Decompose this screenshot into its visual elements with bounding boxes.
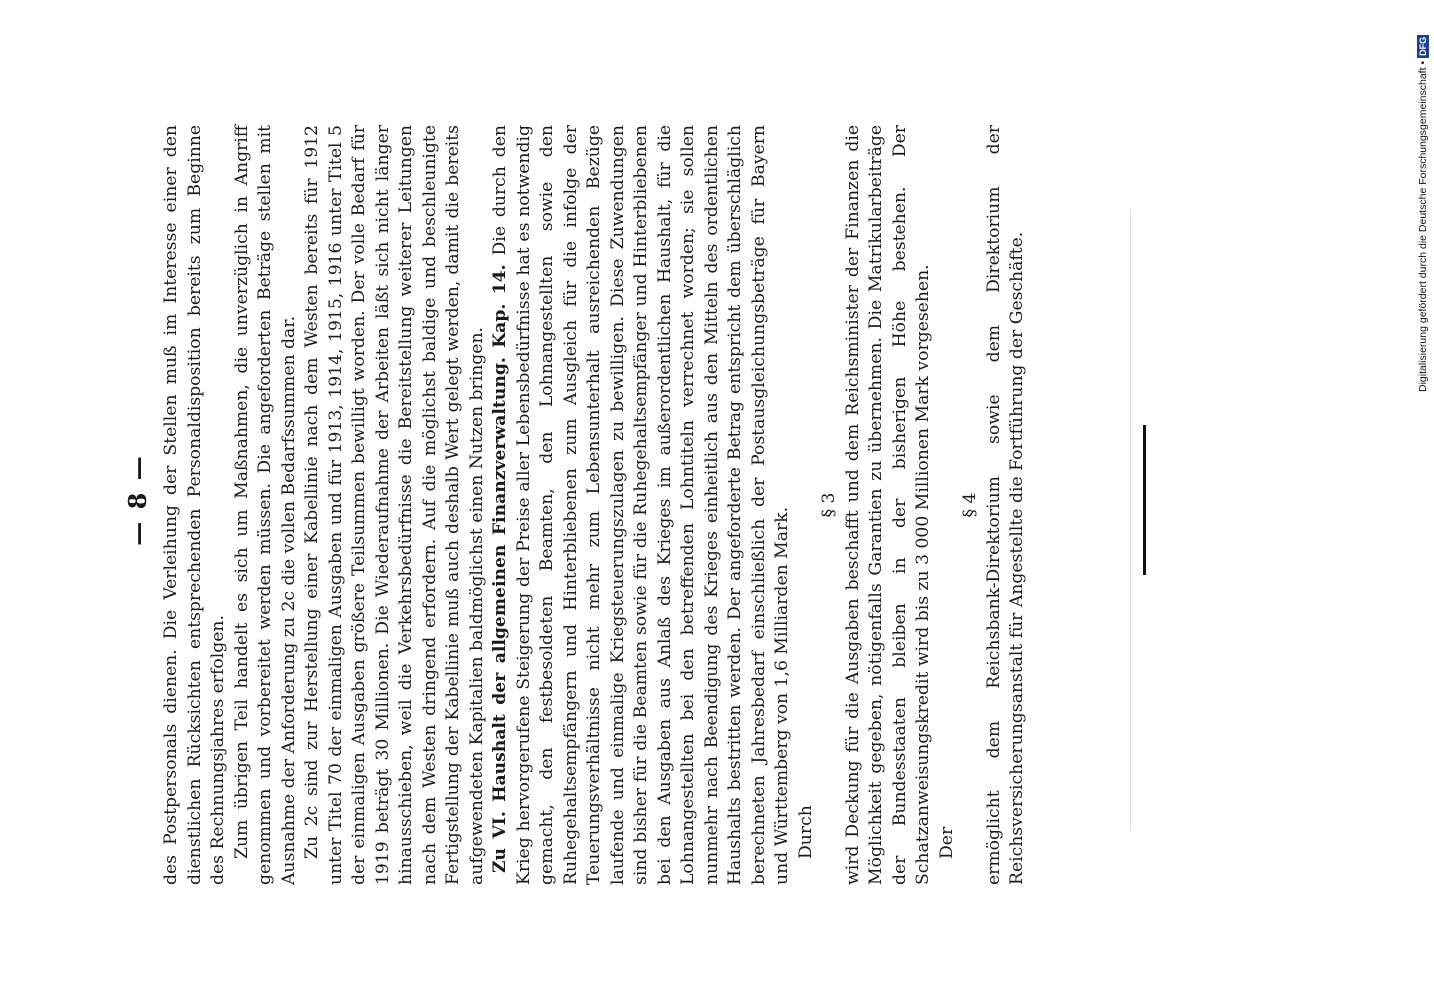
- dfg-logo-badge: DFG: [1418, 36, 1428, 56]
- paragraph-6: ermöglicht dem Reichsbank-Direktorium sowie dem Direktorium der Reichsversicherungsanstalt für Angestellte die Fortführung der Geschäfte.: [983, 125, 1027, 885]
- section-heading-vi: Zu VI. Haushalt der allgemeinen Finanzverwaltung. Kap. 14.: [490, 264, 510, 873]
- der-line: Der: [936, 826, 957, 859]
- section-3-label: § 3: [819, 492, 839, 518]
- durch-line: Durch: [795, 805, 816, 859]
- end-rule-divider: [1143, 425, 1146, 575]
- digitization-credit: [1416, 7, 1430, 392]
- paragraph-2: Zum übrigen Teil handelt es sich um Maßnahmen, die unverzüglich in Angriff genommen und vorbereitet werden müssen. Die angeforderten Beträge stellen mit Ausnahme der Anforderung zu 2c die vollen Bedarfssummen dar.: [231, 125, 299, 885]
- scan-crease-line: [1130, 210, 1131, 830]
- paragraph-4-text: Die durch den Krieg hervorgerufene Steigerung der Preise aller Lebensbedürfnisse hat es notwendig gemacht, den festbesoldeten Beamten, den Lohnangestellten sowie den Ruhegehaltsempfängern und Hinterbliebenen zum Ausgleich für die infolge der Teuerungsverhältnisse nicht mehr zum Lebensunterhalt ausreichenden Bezüge laufende und einmalige Kriegsteuerungszulagen zu bewilligen. Diese Zuwendungen sind bisher für die Beamten sowie für die Ruhegehaltsempfänger und Hinterbliebenen bei den Ausgaben aus Anlaß des Krieges im außerordentlichen Haushalt, für die Lohnangestellten bei den betreffenden Lohntiteln verrechnet worden; sie sollen nunmehr nach Beendigung des Krieges einheitlich aus den Mitteln des ordentlichen Haushalts bestritten werden. Der angeforderte Betrag entspricht dem überschläglich berechneten Jahresbedarf einschließlich der Postausgleichungsbeträge für Bayern und Württemberg von 1,6 Milliarden Mark.: [490, 125, 792, 885]
- digitization-credit-text: Digitalisierung gefördert durch die Deutsche Forschungsgemeinschaft •: [1417, 60, 1429, 392]
- paragraph-5: wird Deckung für die Ausgaben beschafft und dem Reichsminister der Finanzen die Möglichkeit gegeben, nötigenfalls Garantien zu übernehmen. Die Matrikularbeiträge der Bundesstaaten bleiben in der bisherigen Höhe bestehen. Der Schatzanweisungskredit wird bis zu 3 000 Millionen Mark vorgesehen.: [842, 125, 933, 885]
- section-4-label: § 4: [960, 492, 980, 518]
- document-body: [160, 125, 1030, 885]
- paragraph-1: des Postpersonals dienen. Die Verleihung der Stellen muß im Interesse einer den dienstlichen Rücksichten entsprechenden Personaldisposition bereits zum Beginne des Rechnungsjahres erfolgen.: [161, 125, 228, 885]
- page-number-header: — 8 —: [123, 454, 152, 546]
- paragraph-3: Zu 2c sind zur Herstellung einer Kabellinie nach dem Westen bereits für 1912 unter Titel 70 der einmaligen Ausgaben und für 1913, 1914, 1915, 1916 unter Titel 5 der einmaligen Ausgaben größere Teilsummen bewilligt worden. Der volle Bedarf für 1919 beträgt 30 Millionen. Die Wiederaufnahme der Arbeiten läßt sich nicht länger hinausschieben, weil die Verkehrsbedürfnisse die Bereitstellung weiterer Leitungen nach dem Westen dringend erfordern. Auf die möglichst baldige und beschleunigte Fertigstellung der Kabellinie muß auch deshalb Wert gelegt werden, damit die bereits aufgewendeten Kapitalien baldmöglichst einen Nutzen bringen.: [302, 125, 487, 885]
- rotated-document-page: [120, 70, 1120, 930]
- paragraph-4: [489, 125, 795, 885]
